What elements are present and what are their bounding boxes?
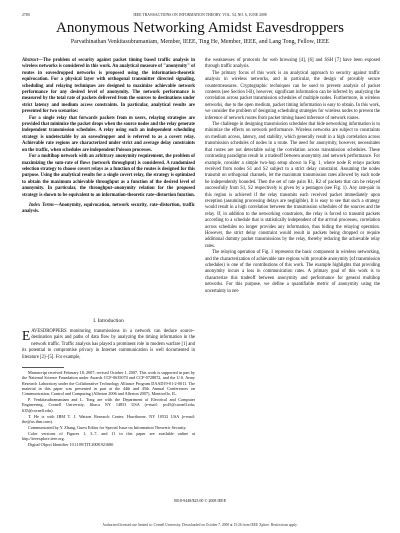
body-paragraph: The relaying operation of Fig. 1 represents the basic component in wireless networking, and the characterization of achievable rate regions with provable anonymity (of transmission schedules) is one of the contributions of this work. The example highlights that providing anonymity incurs a loss in communication rates. A primary goal of this work is to characterize this tradeoff between anonymity and performance for general multihop networks. For this purpose, we define a quantifiable metric of anonymity using the uncertainty in net- <box>205 250 380 294</box>
dropcap: E <box>22 328 31 343</box>
footnote: Communicated by Y. Zhang, Guest Editor for Special Issue on Information Theoretic Security. <box>28 424 187 430</box>
body-paragraph: the weaknesses of protocols for web browsing [4], [6] and SSH [7] have been exposed through traffic analysis. <box>205 58 380 70</box>
footnote: Manuscript received February 18, 2007; revised October 1, 2007. This work is supported in part by the National Science Foundation under Awards CCF-0635070 and CCF-0728872, and the U.S. Army Research Laboratory under the Collaborative Technology Alliance Program DAAD19-01-2-0011. The material in this paper was presented in part at the 44th and 45th Annual Conferences on Communication, Control and Computing (Allerton 2006 and Allerton 2007), Monticello, IL. <box>22 370 195 397</box>
footnote: Color versions of Figures 1, 3–7, and 11 in this paper are available online at http://ieeexplore.ieee.org. <box>22 430 195 441</box>
page-number: 2780 <box>22 13 30 17</box>
abstract-p2: For a single relay that forwards packets from m users, relaying strategies are provided that minimize the packet drops when the source nodes and the relay generate independent transmission schedules. A relay using such an independent scheduling strategy is undetectable by an eavesdropper and is referred to as a covert relay. Achievable rate regions are characterized under strict and average delay constraints on the traffic, when schedules are independent Poisson processes. <box>22 115 195 153</box>
footnotes <box>22 370 195 448</box>
right-column <box>205 58 380 295</box>
body-paragraph: The challenge in designing transmission schedules that hide networking information is to minimize the effects on network performance. Wireless networks are subject to constraints on medium access, latency, and stability, which generally result in a high correlation across transmission schedules of nodes in a route. The need for anonymity, however, necessitates that routes are not detectable using the correlation across transmission schedules. These contrasting paradigms result in a tradeoff between anonymity and network performance. For example, consider a simple two-hop setup shown in Fig. 1, where node R relays packets received from nodes S1 and S2 subject to a strict delay constraint. Assuming the nodes transmit on orthogonal channels, let the maximum transmission rates allowed by each node be independently bounded. Then the set of rate pairs R1, R2 of packets that can be relayed successfully from S1, S2 respectively is given by a pentagon (see Fig. 1). Any rate-pair in this region is achieved if the relay transmits each received packet immediately upon reception (assuming processing delays are negligible). It is easy to see that such a strategy would result in a high correlation between the transmission schedules of the sources and the relay. If, in addition to the networking constraints, the relay is forced to transmit packets according to a schedule that is statistically independent of the arrival processes, correlation across schedules no longer provides any information, thus hiding the relaying operation. However, the strict delay constraint would result in packets being dropped or require additional dummy packet transmissions by the relay, thereby reducing the achievable relay rates. <box>205 122 380 249</box>
footnote: P. Venkitasubramaniam and L. Tong are with the Department of Electrical and Computer Engineering, Cornell University, Ithaca NY 14853 USA (e-mail: pv45@cornell.edu; lt35@cornell.edu). <box>22 397 195 413</box>
authors: Parvathinathan Venkitasubramaniam, Member, IEEE, Ting He, Member, IEEE, and Lang Tong, Fellow, IEEE <box>70 39 330 45</box>
footnote-divider <box>22 367 64 368</box>
footnote: T. He is with IBM T. J. Watson Research Center, Hawthorne, NY 10532 USA (e-mail: the@us.ibm.com). <box>22 413 195 424</box>
copyright-line: 0018-9448/$25.00 © 2008 IEEE <box>173 498 227 503</box>
abstract <box>22 58 195 216</box>
abstract-p3: For a multihop network with an arbitrary anonymity requirement, the problem of maximizing the sum-rate of flows (network throughput) is considered. A randomized selection strategy to choose covert relays as a function of the routes is designed for this purpose. Using the analytical results for a single covert relay, the strategy is optimized to obtain the maximum achievable throughput as a function of the desired level of anonymity. In particular, the throughput–anonymity relation for the proposed strategy is shown to be equivalent to an information-theoretic rate–distortion function. <box>22 154 195 198</box>
body-paragraph: The primary focus of this work is an analytical approach to security against traffic analysis in wireless networks, and in particular, the design of provably secure countermeasures. Cryptographic techniques can be used to prevent analysis of packet contents (see Section I-B), however, significant information can be inferred by analyzing the correlation across packet transmission schedules of multiple nodes. Furthermore, in wireless networks, due to the open medium, packet timing information is easy to obtain. In this work, we consider the problem of designing scheduling strategies for wireless nodes to prevent the inference of network routes from packet timing based inference of network routes. <box>205 70 380 121</box>
index-terms-lead: Index Terms— <box>29 202 59 208</box>
abstract-p1: The problem of security against packet timing based traffic analysis in wireless networks is considered in this work. An analytical measure of "anonymity" of routes in eavesdropped networks is proposed using the information-theoretic equivocation. For a physical layer with orthogonal transmitter directed signaling, scheduling and relaying techniques are designed to maximize achievable network performance for any desired level of anonymity. The network performance is measured by the total rate of packets delivered from the sources to destinations under strict latency and medium access constraints. In particular, analytical results are presented for two scenarios: <box>22 58 195 115</box>
index-terms-text: Anonymity, equivocation, network security, rate–distortion, traffic analysis. <box>22 202 195 215</box>
journal-header: IEEE TRANSACTIONS ON INFORMATION THEORY, VOL. 54, NO. 6, JUNE 2008 <box>133 13 267 17</box>
section-heading: I. Introduction <box>93 318 124 324</box>
footnote: Digital Object Identifier 10.1109/TIT.2008.921680 <box>28 441 114 447</box>
abstract-lead: Abstract— <box>22 58 43 63</box>
intro-text: AVESDROPPERS monitoring transmissions in a network can deduce source–destination pairs and paths of data flow by analyzing the timing information in the network traffic. Traffic analysis has played a prominent role in modern warfare [1] and its potential to compromise privacy in Internet communication is well documented in literature [2]–[5]. For example, <box>22 329 195 360</box>
download-footer: Authorized licensed use limited to: Cornell University. Downloaded on October 7, 2008 at 15:26 from IEEE Xplore. Restrictions apply. <box>102 523 298 527</box>
paper-title: Anonymous Networking Amidst Eavesdroppers <box>56 20 344 36</box>
intro-paragraph <box>22 329 195 361</box>
